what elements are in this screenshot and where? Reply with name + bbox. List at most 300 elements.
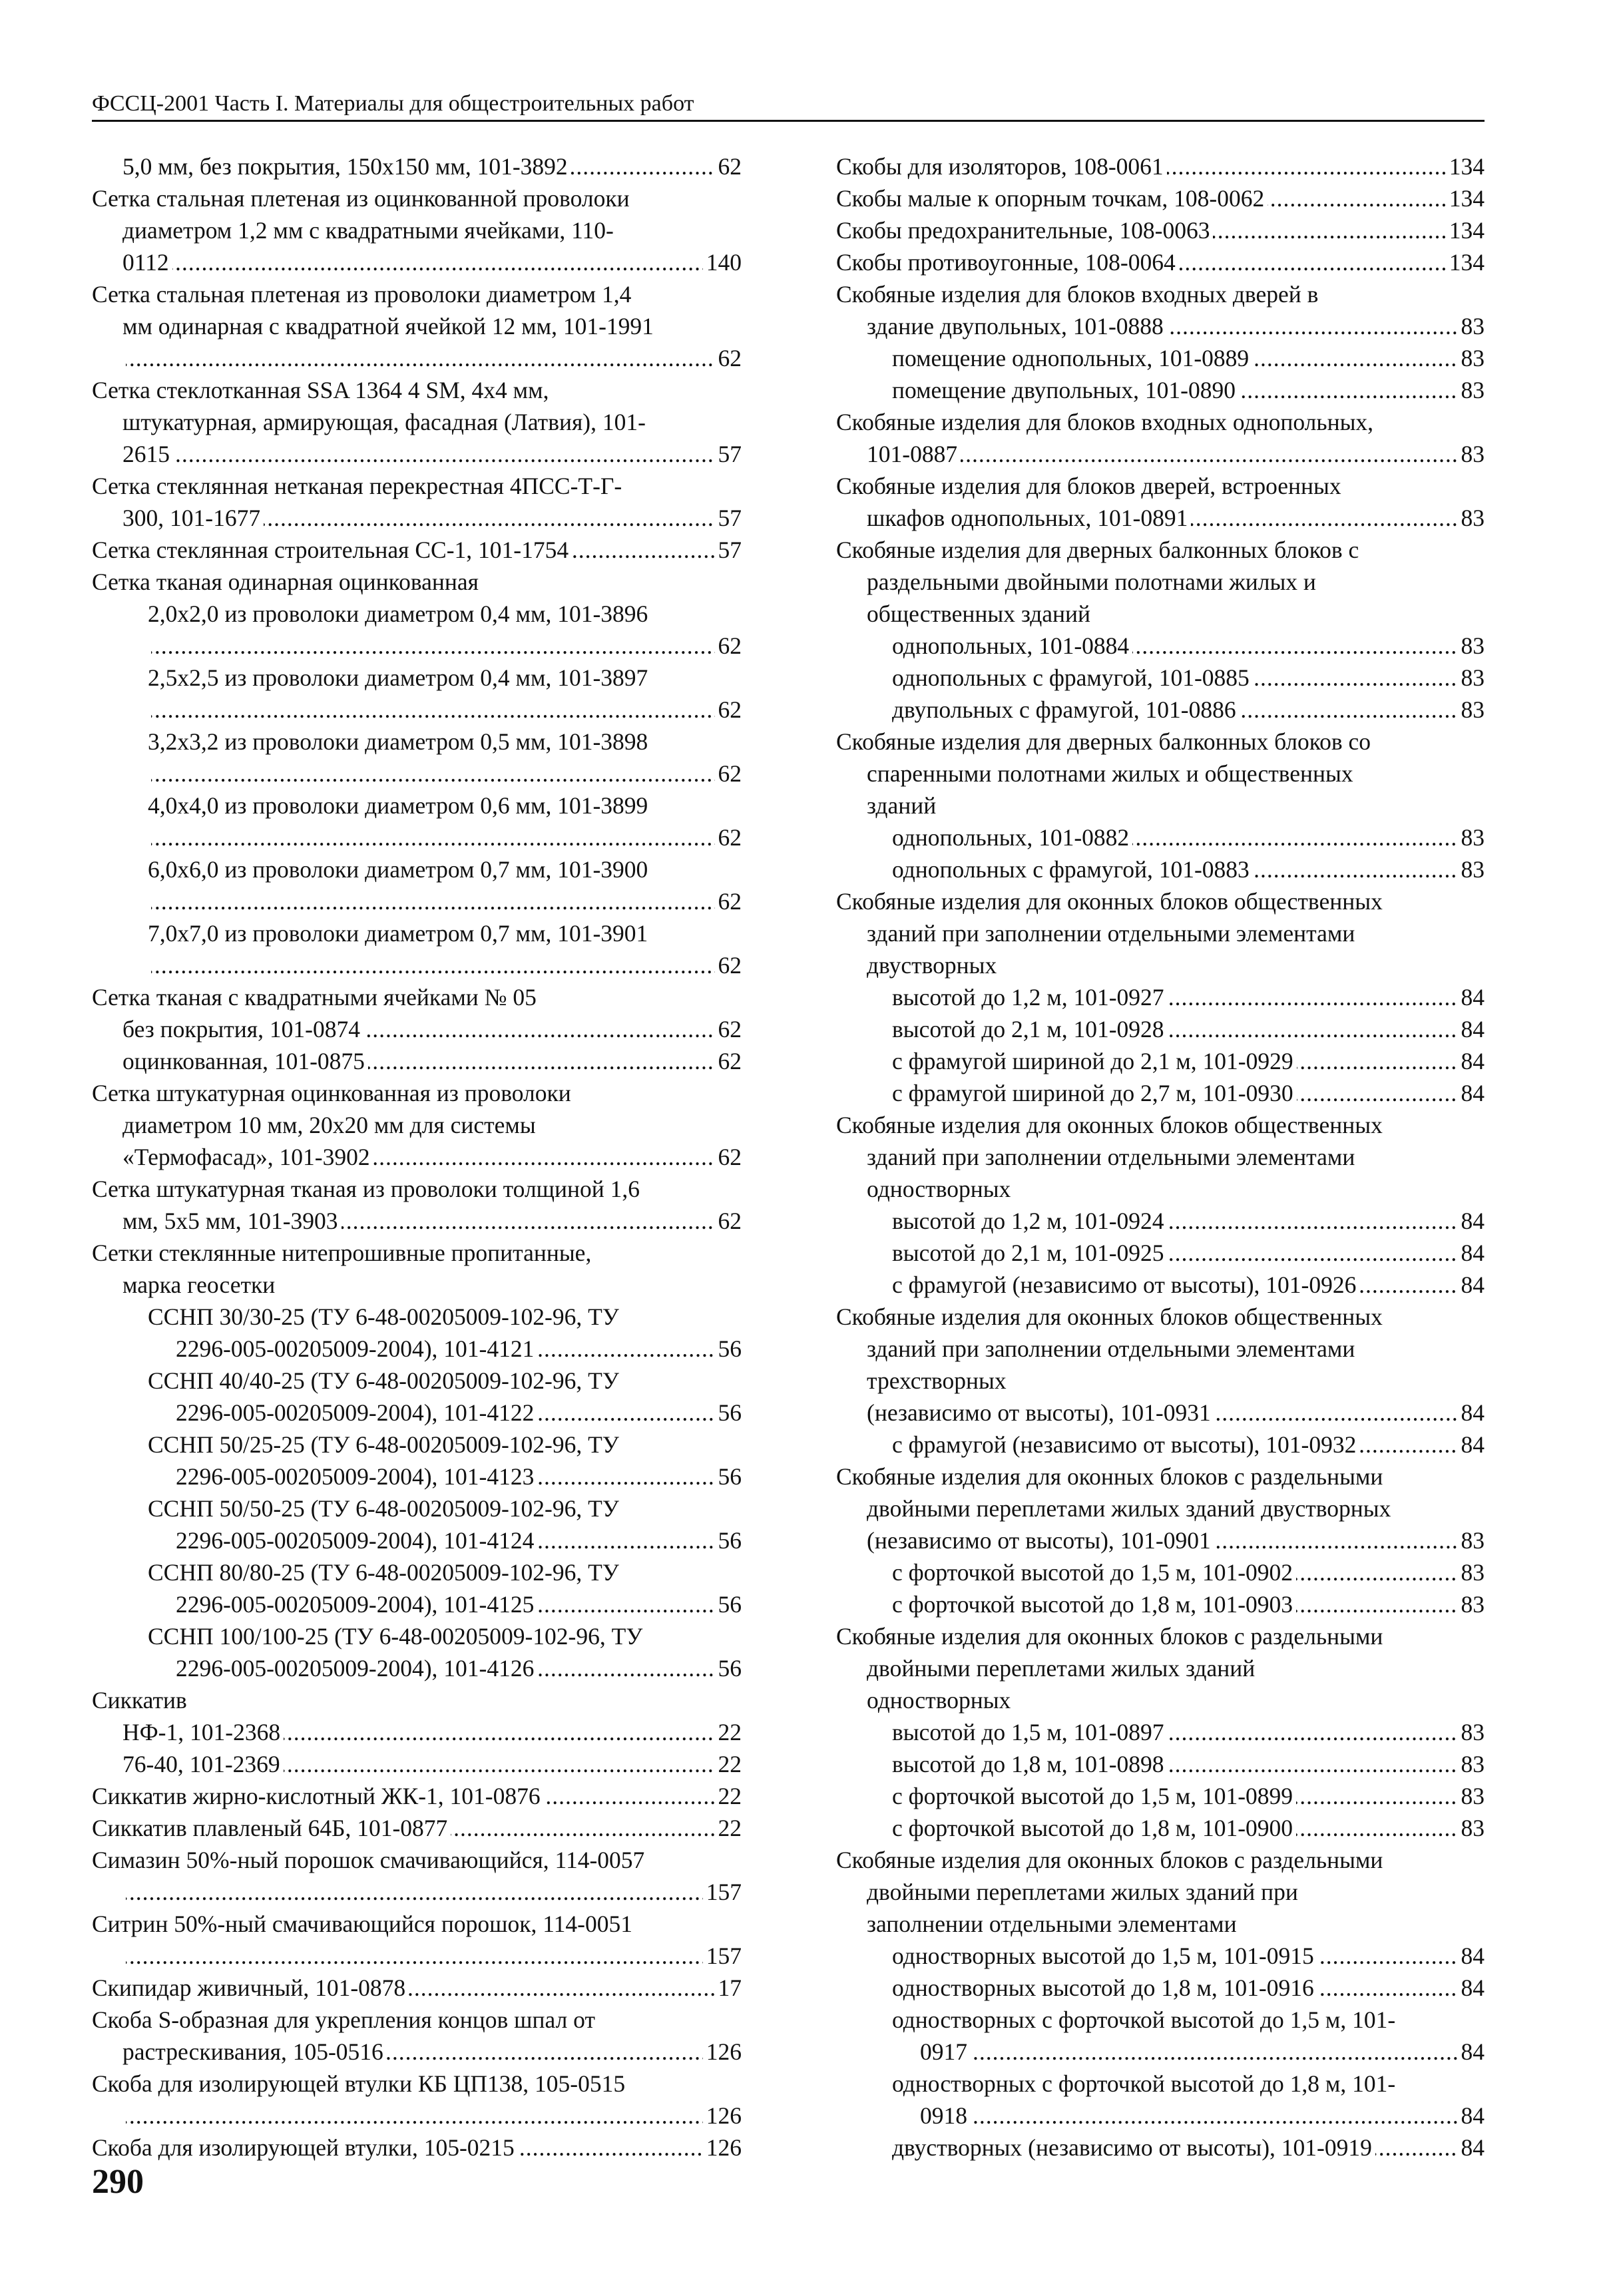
index-entry-line [92, 1972, 742, 2004]
index-entry-line [92, 981, 742, 1013]
entry-page-number: 83 [1458, 1524, 1485, 1556]
index-entry-line [92, 821, 742, 853]
entry-page-number: 126 [703, 2100, 742, 2132]
index-entry-line [92, 182, 742, 214]
index-entry-line [92, 1780, 742, 1812]
entry-text: Сетка штукатурная оцинкованная из проволоки [92, 1080, 571, 1106]
entry-text: 2615 [122, 441, 173, 467]
index-entry-line [92, 1588, 742, 1620]
entry-text: мм одинарная с квадратной ячейкой 12 мм, 101-1991 [122, 313, 654, 340]
entry-text [148, 952, 151, 979]
entry-text [122, 1879, 126, 1905]
entry-text: Скобяные изделия для оконных блоков общественных [836, 1303, 1383, 1330]
entry-page-number: 84 [1458, 2036, 1485, 2068]
index-entry-line [836, 1748, 1485, 1780]
index-entry-line [836, 598, 1485, 630]
entry-text: шкафов однопольных, 101-0891 [867, 505, 1191, 531]
index-entry-line [836, 1652, 1485, 1684]
index-entry-line [836, 406, 1485, 438]
entry-text: 76-40, 101-2369 [122, 1751, 284, 1777]
entry-page-number: 83 [1458, 1588, 1485, 1620]
entry-text [148, 888, 151, 915]
entry-text: ССНП 100/100-25 (ТУ 6-48-00205009-102-96, ТУ [148, 1623, 643, 1650]
index-entry-line [92, 1397, 742, 1429]
entry-text: ССНП 30/30-25 (ТУ 6-48-00205009-102-96, ТУ [148, 1303, 619, 1330]
entry-page-number: 62 [715, 758, 742, 790]
entry-page-number: 134 [1446, 182, 1485, 214]
entry-page-number: 62 [715, 694, 742, 726]
entry-page-number: 83 [1458, 438, 1485, 470]
index-entry-line [92, 1748, 742, 1780]
index-entry-line [836, 1556, 1485, 1588]
index-entry-line [92, 1492, 742, 1524]
entry-text: марка геосетки [122, 1271, 276, 1298]
entry-text: Сетка стальная плетеная из проволоки диаметром 1,4 [92, 281, 632, 308]
entry-text: общественных зданий [867, 600, 1091, 627]
index-entry-line [836, 1684, 1485, 1716]
header-rule [92, 120, 1485, 122]
entry-text: Ситрин 50%-ный смачивающийся порошок, 114-0051 [92, 1911, 632, 1937]
entry-text: Сиккатив плавленый 64Б, 101-0877 [92, 1815, 451, 1841]
entry-page-number: 84 [1458, 2132, 1485, 2164]
index-entry-line [836, 885, 1485, 917]
entry-text: Скобы предохранительные, 108-0063 [836, 217, 1213, 244]
index-entry-line [92, 438, 742, 470]
index-entry-line [836, 1013, 1485, 1045]
index-entry-line [92, 566, 742, 598]
index-entry-line [92, 1620, 742, 1652]
index-entry-line [836, 790, 1485, 821]
index-entry-line [836, 1908, 1485, 1940]
entry-text: Скобяные изделия для блоков входных однопольных, [836, 409, 1374, 435]
index-entry-line [92, 1365, 742, 1397]
entry-page-number: 134 [1446, 150, 1485, 182]
entry-text: диаметром 1,2 мм с квадратными ячейками, 110- [122, 217, 614, 244]
index-entry-line [836, 1333, 1485, 1365]
index-column-left [92, 150, 742, 2164]
entry-text: однопольных, 101-0884 [892, 632, 1132, 659]
entry-text: двойными переплетами жилых зданий [867, 1655, 1256, 1682]
entry-text: Скоба S-образная для укрепления концов шпал от [92, 2006, 595, 2033]
entry-text: высотой до 1,8 м, 101-0898 [892, 1751, 1168, 1777]
index-entry-line [836, 1492, 1485, 1524]
entry-text: однопольных с фрамугой, 101-0883 [892, 856, 1253, 883]
entry-page-number: 83 [1458, 374, 1485, 406]
index-entry-line [92, 2004, 742, 2036]
index-entry-line [836, 1844, 1485, 1876]
index-entry-line [92, 2068, 742, 2100]
entry-text: 5,0 мм, без покрытия, 150х150 мм, 101-3892 [122, 153, 571, 180]
index-entry-line [836, 534, 1485, 566]
entry-page-number: 83 [1458, 1716, 1485, 1748]
entry-text: Сетка стальная плетеная из оцинкованной проволоки [92, 185, 630, 212]
entry-text: Скобяные изделия для оконных блоков с раздельными [836, 1623, 1383, 1650]
entry-text: Сетка стеклотканная SSA 1364 4 SM, 4x4 мм, [92, 377, 549, 403]
index-entry-line [836, 1269, 1485, 1301]
entry-text [148, 824, 151, 851]
entry-page-number: 84 [1458, 1077, 1485, 1109]
entry-text: оцинкованная, 101-0875 [122, 1048, 368, 1074]
entry-text: с форточкой высотой до 1,5 м, 101-0902 [892, 1559, 1296, 1586]
entry-text: 2296-005-00205009-2004), 101-4121 [176, 1335, 537, 1362]
index-entry-line [836, 853, 1485, 885]
entry-text: одностворных высотой до 1,5 м, 101-0915 [892, 1943, 1317, 1969]
entry-text: ССНП 50/25-25 (ТУ 6-48-00205009-102-96, ТУ [148, 1431, 619, 1458]
entry-text: 3,2х3,2 из проволоки диаметром 0,5 мм, 101-3898 [148, 728, 648, 755]
index-entry-line [836, 630, 1485, 662]
entry-text: Сетки стеклянные нитепрошивные пропитанные, [92, 1240, 592, 1266]
entry-text: 0918 [920, 2102, 971, 2129]
index-entry-line [836, 1141, 1485, 1173]
index-entry-line [836, 214, 1485, 246]
entry-text: двустворных (независимо от высоты), 101-0919 [892, 2134, 1375, 2161]
index-entry-line [92, 1173, 742, 1205]
entry-page-number: 126 [703, 2036, 742, 2068]
entry-text: 2296-005-00205009-2004), 101-4126 [176, 1655, 537, 1682]
entry-text: 2296-005-00205009-2004), 101-4125 [176, 1591, 537, 1618]
index-entry-line [836, 1716, 1485, 1748]
entry-page-number: 84 [1458, 1013, 1485, 1045]
entry-text: (независимо от высоты), 101-0901 [867, 1527, 1214, 1554]
entry-text [148, 632, 151, 659]
index-entry-line [92, 885, 742, 917]
entry-page-number: 62 [715, 342, 742, 374]
index-entry-line [92, 246, 742, 278]
index-entry-line [836, 1588, 1485, 1620]
entry-text: Скипидар живичный, 101-0878 [92, 1974, 409, 2001]
entry-text: Скобы для изоляторов, 108-0061 [836, 153, 1167, 180]
index-entry-line [92, 1556, 742, 1588]
index-entry-line [836, 2100, 1485, 2132]
index-entry-line [92, 790, 742, 821]
entry-text: без покрытия, 101-0874 [122, 1016, 363, 1042]
entry-text: высотой до 1,5 м, 101-0897 [892, 1719, 1168, 1745]
index-entry-line [92, 1077, 742, 1109]
page-header: ФССЦ-2001 Часть I. Материалы для общестроительных работ [92, 91, 694, 116]
index-entry-line [836, 917, 1485, 949]
index-entry-line [836, 1876, 1485, 1908]
entry-text: мм, 5х5 мм, 101-3903 [122, 1208, 342, 1234]
index-entry-line [836, 278, 1485, 310]
entry-text [122, 345, 126, 371]
entry-text: одностворных [867, 1176, 1011, 1202]
entry-page-number: 83 [1458, 1556, 1485, 1588]
index-entry-line [92, 1876, 742, 1908]
entry-text: Сиккатив [92, 1687, 187, 1714]
entry-text: зданий [867, 792, 937, 819]
entry-text: зданий при заполнении отдельными элементами [867, 920, 1355, 947]
entry-page-number: 84 [1458, 2100, 1485, 2132]
entry-text: 2,5х2,5 из проволоки диаметром 0,4 мм, 101-3897 [148, 664, 648, 691]
index-column-right [836, 150, 1485, 2164]
entry-page-number: 62 [715, 821, 742, 853]
index-entry-line [836, 1173, 1485, 1205]
entry-page-number: 84 [1458, 1045, 1485, 1077]
entry-text: Скобы малые к опорным точкам, 108-0062 [836, 185, 1268, 212]
entry-text: помещение однопольных, 101-0889 [892, 345, 1252, 371]
entry-text: раздельными двойными полотнами жилых и [867, 569, 1316, 595]
entry-text: Сетка стеклянная нетканая перекрестная 4ПСС-Т-Г- [92, 473, 622, 499]
index-entry-line [836, 1365, 1485, 1397]
entry-text: 0917 [920, 2038, 971, 2065]
entry-text: зданий при заполнении отдельными элементами [867, 1335, 1355, 1362]
entry-text: с фрамугой (независимо от высоты), 101-0926 [892, 1271, 1359, 1298]
entry-page-number: 57 [715, 534, 742, 566]
index-entry-line [836, 1109, 1485, 1141]
entry-page-number: 84 [1458, 1269, 1485, 1301]
entry-page-number: 62 [715, 1205, 742, 1237]
entry-text: Сиккатив жирно-кислотный ЖК-1, 101-0876 [92, 1783, 544, 1809]
entry-text: здание двупольных, 101-0888 [867, 313, 1167, 340]
entry-text: ССНП 40/40-25 (ТУ 6-48-00205009-102-96, ТУ [148, 1367, 619, 1394]
entry-text: двустворных [867, 952, 997, 979]
index-entry-line [92, 278, 742, 310]
entry-page-number: 134 [1446, 246, 1485, 278]
entry-text: Скобы противоугонные, 108-0064 [836, 249, 1179, 276]
index-entry-line [836, 1620, 1485, 1652]
index-entry-line [836, 726, 1485, 758]
index-entry-line [92, 502, 742, 534]
index-entry-line [836, 1429, 1485, 1461]
index-entry-line [836, 342, 1485, 374]
entry-page-number: 56 [715, 1397, 742, 1429]
index-entry-line [92, 1333, 742, 1365]
entry-text: Сетка штукатурная тканая из проволоки толщиной 1,6 [92, 1176, 640, 1202]
entry-text: Сетка тканая одинарная оцинкованная [92, 569, 479, 595]
entry-text [148, 696, 151, 723]
entry-page-number: 56 [715, 1652, 742, 1684]
entry-text: НФ-1, 101-2368 [122, 1719, 284, 1745]
entry-page-number: 84 [1458, 1429, 1485, 1461]
entry-text: ССНП 50/50-25 (ТУ 6-48-00205009-102-96, ТУ [148, 1495, 619, 1522]
entry-page-number: 17 [715, 1972, 742, 2004]
index-entry-line [92, 214, 742, 246]
index-entry-line [836, 438, 1485, 470]
entry-text: 2296-005-00205009-2004), 101-4122 [176, 1399, 537, 1426]
entry-text: помещение двупольных, 101-0890 [892, 377, 1239, 403]
entry-text: Скоба для изолирующей втулки, 105-0215 [92, 2134, 518, 2161]
entry-text: с форточкой высотой до 1,5 м, 101-0899 [892, 1783, 1296, 1809]
index-entry-line [92, 1045, 742, 1077]
index-entry-line [92, 1844, 742, 1876]
index-entry-line [92, 949, 742, 981]
index-entry-line [92, 1812, 742, 1844]
index-entry-line [92, 1429, 742, 1461]
entry-page-number: 56 [715, 1461, 742, 1492]
entry-page-number: 84 [1458, 1205, 1485, 1237]
index-entry-line [836, 1237, 1485, 1269]
entry-page-number: 62 [715, 150, 742, 182]
entry-text: Скобяные изделия для дверных балконных блоков с [836, 537, 1359, 563]
entry-page-number: 83 [1458, 1748, 1485, 1780]
entry-page-number: 134 [1446, 214, 1485, 246]
entry-text: одностворных высотой до 1,8 м, 101-0916 [892, 1974, 1317, 2001]
entry-page-number: 84 [1458, 1237, 1485, 1269]
entry-text [122, 2102, 126, 2129]
index-entry-line [836, 662, 1485, 694]
index-entry-line [836, 1205, 1485, 1237]
entry-page-number: 126 [703, 2132, 742, 2164]
entry-text: однопольных с фрамугой, 101-0885 [892, 664, 1253, 691]
entry-text: «Термофасад», 101-3902 [122, 1144, 373, 1170]
entry-text: штукатурная, армирующая, фасадная (Латвия), 101- [122, 409, 646, 435]
entry-page-number: 83 [1458, 1812, 1485, 1844]
entry-text [148, 760, 151, 787]
index-entry-line [836, 1077, 1485, 1109]
entry-text: заполнении отдельными элементами [867, 1911, 1237, 1937]
entry-text: с фрамугой шириной до 2,7 м, 101-0930 [892, 1080, 1297, 1106]
entry-text: (независимо от высоты), 101-0931 [867, 1399, 1214, 1426]
entry-text: с форточкой высотой до 1,8 м, 101-0903 [892, 1591, 1296, 1618]
index-entry-line [92, 1524, 742, 1556]
index-entry-line [836, 470, 1485, 502]
index-entry-line [92, 1461, 742, 1492]
index-entry-line [92, 2132, 742, 2164]
index-entry-line [92, 1684, 742, 1716]
index-entry-line [92, 150, 742, 182]
entry-page-number: 22 [715, 1716, 742, 1748]
index-entry-line [92, 726, 742, 758]
entry-text: 7,0х7,0 из проволоки диаметром 0,7 мм, 101-3901 [148, 920, 648, 947]
index-entry-line [92, 630, 742, 662]
index-entry-line [92, 470, 742, 502]
entry-text: Сетка стеклянная строительная СС-1, 101-1754 [92, 537, 572, 563]
entry-text: однопольных, 101-0882 [892, 824, 1132, 851]
entry-text: зданий при заполнении отдельными элементами [867, 1144, 1355, 1170]
entry-text: одностворных с форточкой высотой до 1,5 м, 101- [892, 2006, 1396, 2033]
index-entry-line [836, 1524, 1485, 1556]
index-entry-line [836, 310, 1485, 342]
entry-text: 2296-005-00205009-2004), 101-4124 [176, 1527, 537, 1554]
index-entry-line [92, 853, 742, 885]
entry-text: диаметром 10 мм, 20х20 мм для системы [122, 1112, 536, 1138]
index-entry-line [92, 1205, 742, 1237]
entry-text: Скобяные изделия для оконных блоков с раздельными [836, 1847, 1383, 1873]
index-entry-line [92, 1237, 742, 1269]
index-entry-line [836, 566, 1485, 598]
entry-page-number: 62 [715, 630, 742, 662]
entry-page-number: 83 [1458, 630, 1485, 662]
entry-page-number: 83 [1458, 694, 1485, 726]
entry-page-number: 56 [715, 1524, 742, 1556]
index-entry-line [836, 1045, 1485, 1077]
index-entry-line [92, 406, 742, 438]
index-entry-line [92, 1652, 742, 1684]
entry-page-number: 62 [715, 885, 742, 917]
entry-text: растрескивания, 105-0516 [122, 2038, 387, 2065]
entry-page-number: 84 [1458, 1972, 1485, 2004]
entry-page-number: 83 [1458, 342, 1485, 374]
entry-text: 0112 [122, 249, 172, 276]
index-entry-line [836, 374, 1485, 406]
index-entry-line [836, 246, 1485, 278]
index-entry-line [92, 1109, 742, 1141]
entry-page-number: 157 [703, 1940, 742, 1972]
index-entry-line [836, 949, 1485, 981]
entry-text: двупольных с фрамугой, 101-0886 [892, 696, 1240, 723]
entry-text: спаренными полотнами жилых и общественных [867, 760, 1353, 787]
index-entry-line [92, 1141, 742, 1173]
index-entry-line [836, 150, 1485, 182]
index-entry-line [92, 662, 742, 694]
index-entry-line [92, 374, 742, 406]
index-entry-line [92, 598, 742, 630]
entry-text: 6,0х6,0 из проволоки диаметром 0,7 мм, 101-3900 [148, 856, 648, 883]
entry-page-number: 157 [703, 1876, 742, 1908]
index-entry-line [92, 758, 742, 790]
entry-page-number: 57 [715, 502, 742, 534]
entry-text: Скобяные изделия для оконных блоков с раздельными [836, 1463, 1383, 1490]
index-entry-line [92, 1301, 742, 1333]
entry-text: 300, 101-1677 [122, 505, 264, 531]
index-entry-line [836, 2004, 1485, 2036]
entry-text [122, 1943, 126, 1969]
index-entry-line [92, 1013, 742, 1045]
entry-page-number: 62 [715, 1045, 742, 1077]
entry-page-number: 83 [1458, 662, 1485, 694]
entry-page-number: 83 [1458, 821, 1485, 853]
entry-page-number: 62 [715, 949, 742, 981]
index-entry-line [92, 534, 742, 566]
entry-text: 4,0х4,0 из проволоки диаметром 0,6 мм, 101-3899 [148, 792, 648, 819]
entry-page-number: 83 [1458, 853, 1485, 885]
entry-page-number: 83 [1458, 310, 1485, 342]
entry-page-number: 83 [1458, 502, 1485, 534]
entry-text: высотой до 2,1 м, 101-0928 [892, 1016, 1168, 1042]
entry-page-number: 56 [715, 1588, 742, 1620]
entry-page-number: 62 [715, 1013, 742, 1045]
index-entry-line [836, 694, 1485, 726]
entry-text: Симазин 50%-ный порошок смачивающийся, 114-0057 [92, 1847, 645, 1873]
index-entry-line [836, 1461, 1485, 1492]
entry-text: 2296-005-00205009-2004), 101-4123 [176, 1463, 537, 1490]
entry-text: Скоба для изолирующей втулки КБ ЦП138, 105-0515 [92, 2070, 626, 2097]
entry-text: высотой до 2,1 м, 101-0925 [892, 1240, 1168, 1266]
entry-text: Скобяные изделия для оконных блоков общественных [836, 1112, 1383, 1138]
entry-text: с фрамугой (независимо от высоты), 101-0932 [892, 1431, 1359, 1458]
entry-text: с фрамугой шириной до 2,1 м, 101-0929 [892, 1048, 1297, 1074]
entry-page-number: 84 [1458, 1940, 1485, 1972]
entry-page-number: 62 [715, 1141, 742, 1173]
index-entry-line [836, 981, 1485, 1013]
index-entry-line [92, 310, 742, 342]
entry-text: двойными переплетами жилых зданий при [867, 1879, 1298, 1905]
entry-text: с форточкой высотой до 1,8 м, 101-0900 [892, 1815, 1296, 1841]
index-entry-line [92, 342, 742, 374]
index-entry-line [92, 1716, 742, 1748]
index-entry-line [836, 2132, 1485, 2164]
entry-text: высотой до 1,2 м, 101-0924 [892, 1208, 1168, 1234]
entry-page-number: 84 [1458, 1397, 1485, 1429]
entry-page-number: 56 [715, 1333, 742, 1365]
entry-text: трехстворных [867, 1367, 1007, 1394]
index-entry-line [836, 1812, 1485, 1844]
entry-page-number: 140 [703, 246, 742, 278]
index-entry-line [836, 502, 1485, 534]
index-entry-line [92, 1908, 742, 1940]
index-entry-line [92, 917, 742, 949]
index-entry-line [836, 1301, 1485, 1333]
entry-text: двойными переплетами жилых зданий двустворных [867, 1495, 1391, 1522]
index-entry-line [92, 694, 742, 726]
index-entry-line [836, 1397, 1485, 1429]
index-entry-line [836, 1972, 1485, 2004]
entry-page-number: 83 [1458, 1780, 1485, 1812]
index-entry-line [92, 2100, 742, 2132]
entry-page-number: 57 [715, 438, 742, 470]
page-number: 290 [92, 2163, 144, 2201]
index-entry-line [92, 1940, 742, 1972]
